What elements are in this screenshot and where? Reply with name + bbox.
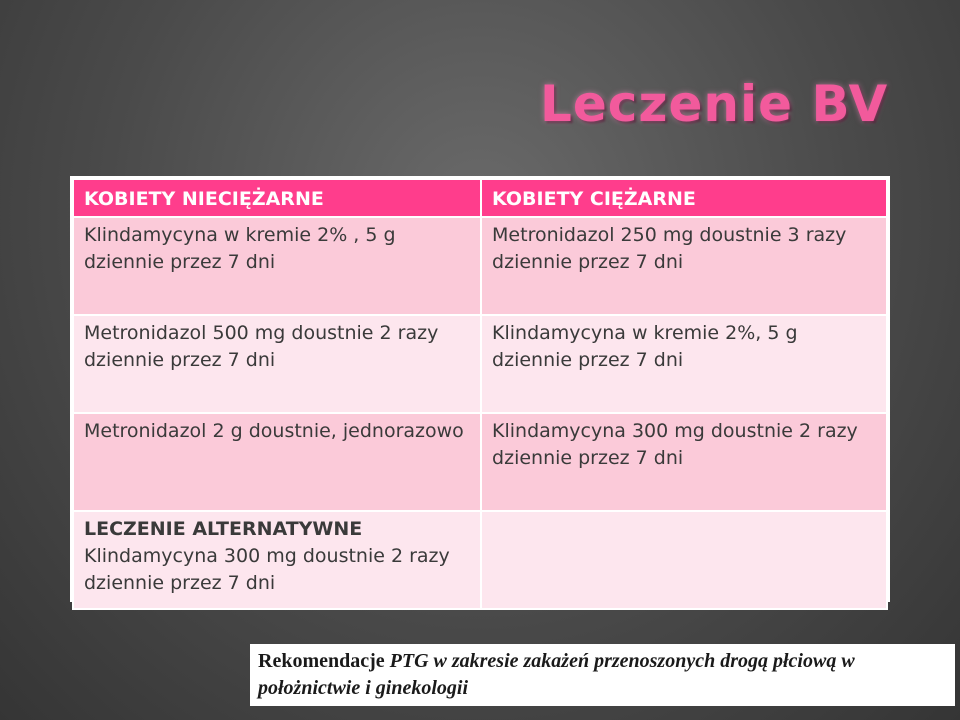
alternative-text: Klindamycyna 300 mg doustnie 2 razy dziennie przez 7 dni	[84, 545, 450, 594]
treatment-grid	[72, 178, 888, 610]
header-non-pregnant: KOBIETY NIECIĘŻARNE	[73, 179, 481, 217]
table-row	[73, 315, 887, 413]
table-cell: Klindamycyna 300 mg doustnie 2 razy dziennie przez 7 dni	[481, 413, 887, 511]
table-row	[73, 217, 887, 315]
header-pregnant: KOBIETY CIĘŻARNE	[481, 179, 887, 217]
table-row	[73, 413, 887, 511]
alternative-heading: LECZENIE ALTERNATYWNE	[84, 518, 363, 540]
treatment-table	[70, 176, 890, 602]
alternative-cell	[73, 511, 481, 609]
caption-prefix: Rekomendacje	[258, 650, 390, 672]
table-row-alternative	[73, 511, 887, 609]
slide-title: Leczenie BV	[540, 75, 889, 133]
table-cell: Metronidazol 500 mg doustnie 2 razy dziennie przez 7 dni	[73, 315, 481, 413]
table-header-row	[73, 179, 887, 217]
empty-cell	[481, 511, 887, 609]
table-cell: Metronidazol 2 g doustnie, jednorazowo	[73, 413, 481, 511]
source-caption	[250, 644, 955, 706]
table-cell: Klindamycyna w kremie 2%, 5 g dziennie przez 7 dni	[481, 315, 887, 413]
caption-source: PTG w zakresie zakażeń przenoszonych drogą płciową w położnictwie i ginekologii	[258, 650, 855, 699]
table-cell: Metronidazol 250 mg doustnie 3 razy dziennie przez 7 dni	[481, 217, 887, 315]
table-cell: Klindamycyna w kremie 2% , 5 g dziennie przez 7 dni	[73, 217, 481, 315]
